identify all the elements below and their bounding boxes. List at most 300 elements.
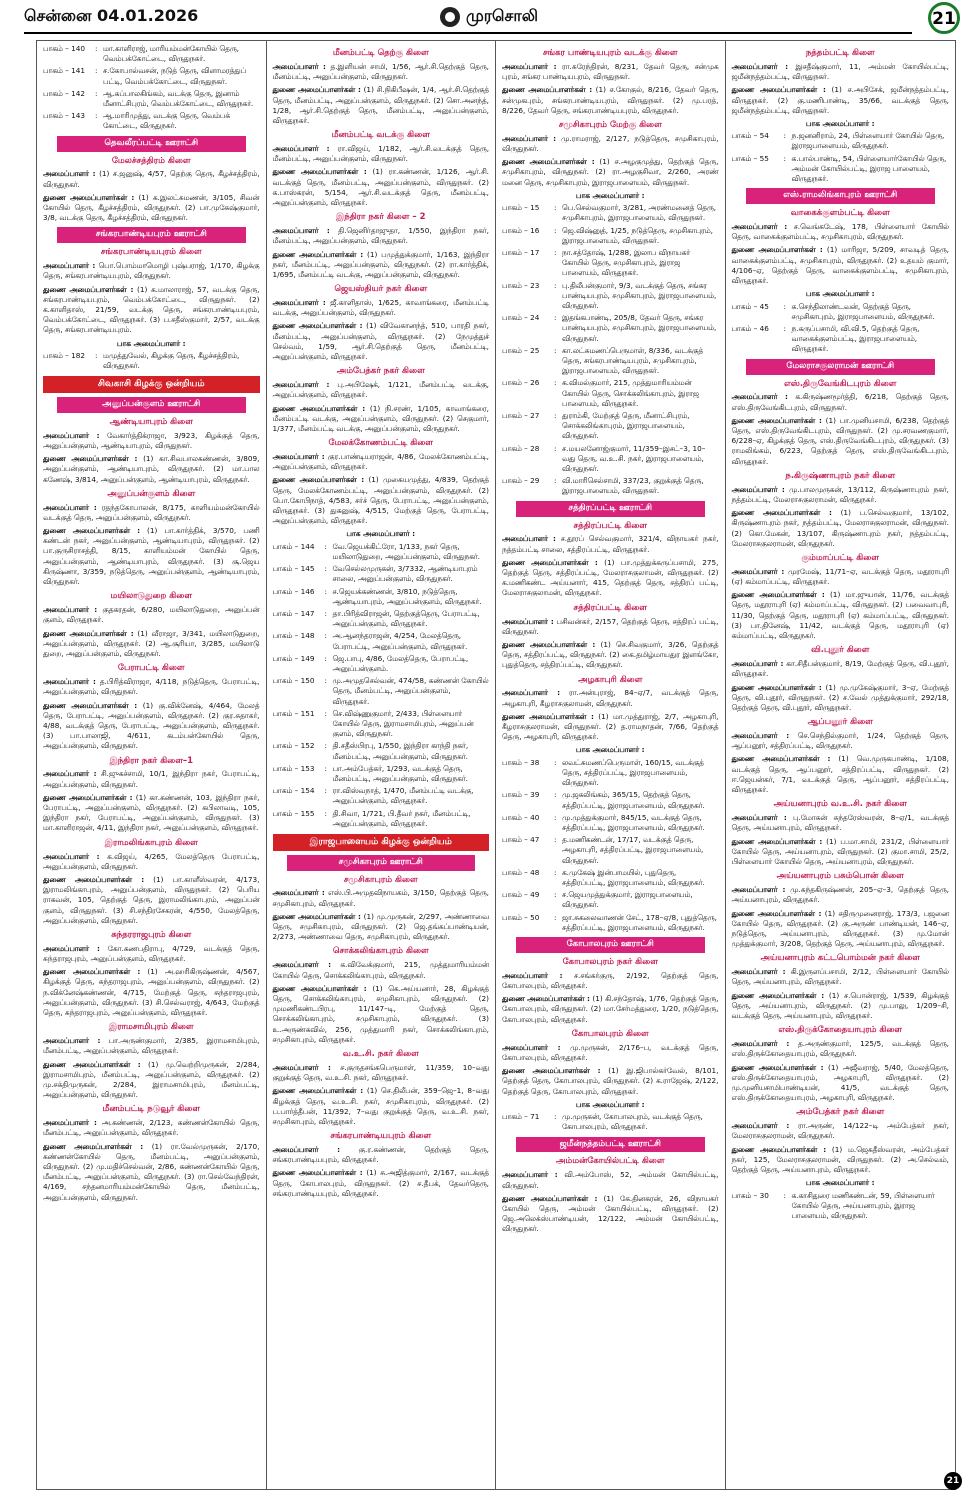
- booth-organiser-details: க.செந்திலாண்டவன், தெற்குத் தெரு, சமுசிகாபுரம், இராஜபாளையம், விருதுநகர்.: [791, 301, 935, 321]
- booth-number: பாகம் – 40: [502, 812, 540, 822]
- branch-heading: வாகைக்குளம்பட்டி கிளை: [790, 208, 890, 219]
- organiser-entry: [273, 298, 490, 318]
- organiser-role-label: துணை அமைப்பாளர்கள் :: [272, 1086, 364, 1096]
- organiser-entry: [732, 392, 950, 412]
- organiser-details: (1) வெ.முருகபாண்டி, 1/108, வடக்குத் தெரு, ஆப்பனூர், சத்திரப்பட்டி, விருதுநகர். (2) ஈ.ஜெயன்கர், 7/1, வடக்குத் தெரு, ஆப்பனூர், சத்திரப்பட்டி, விருதுநகர்.: [731, 754, 949, 795]
- organiser-entry: [732, 731, 950, 751]
- booth-number: பாகம் – 141: [43, 66, 85, 76]
- organiser-entry: [43, 701, 260, 752]
- booth-number: பாகம் – 145: [272, 564, 315, 574]
- organiser-role-label: அமைப்பாளர் :: [502, 133, 557, 143]
- branch-heading: கோபாலபுரம் கிளை: [571, 1028, 649, 1039]
- organiser-details: (1) மு.முகேஷ்குமார், 3–ஏ, மேற்குத் தெரு, வி.புதூர், விருதுநகர். (2) ச.வேல் முத்துக்குமார், 292/18, தெற்குத் தெரு, வி.புதூர், விருதுநகர்.: [731, 682, 949, 712]
- booth-number: பாகம் – 25: [502, 345, 540, 355]
- branch-heading: பேராபட்டி கிளை: [117, 663, 185, 674]
- branch-heading: அனுப்பன்குளம் கிளை: [107, 488, 196, 499]
- booth-number: பாகம் – 147: [272, 609, 315, 619]
- booth-row: [502, 813, 719, 833]
- organiser-details: செ.செந்தில்குமார், 1/24, தெற்குத் தெரு, ஆப்பனூர், சத்திரப்பட்டி, விருதுநகர்.: [731, 731, 949, 751]
- booth-row: [273, 809, 490, 829]
- booth-organiser-details: க.பால்பாண்டி, 54, பிள்ளையார்கோயில் தெரு, அம்மன் கோயில்பட்டி, இராஜ பாளையம், விருதுநகர்.: [791, 153, 947, 184]
- booth-row: [502, 890, 719, 910]
- separator-colon: :: [554, 280, 557, 290]
- organiser-details: (1) கா.கண்ணன், 103, இந்திரா நகர், பேராபட்டி, அனுப்பன்குளம், விருதுநகர். (2) கபிலாவடி, 105, இந்திரா நகர், பேராபட்டி, அனுப்பன்குளம், விருதுநகர். (3) மா.காளிராஜன், 4/11, இந்திரா நகர், அனுப்பன்குளம், விருதுநகர்.: [43, 792, 260, 833]
- booth-row: [502, 203, 719, 223]
- separator-colon: :: [554, 225, 557, 235]
- organiser-entry: [43, 967, 260, 1018]
- organiser-details: (1) ச.அழகுமுத்து, தெற்குத் தெரு, சமுசிகாபுரம், விருதுநகர். (2) ரா.அழகுசிவா, 2/260, அரண் மனை தெரு, சமுசிகாபுரம், இராஜபாளையம், விருதுநகர்.: [502, 157, 719, 187]
- organiser-entry: [502, 1066, 719, 1097]
- booth-number: பாகம் – 182: [43, 350, 85, 360]
- branch-heading: சங்கரபாண்டியபுரம் கிளை: [330, 1131, 432, 1142]
- organiser-details: (1) மு.வெற்றிமுருகன், 2/284, இராமசாமிபுரம், மீனம்பட்டி, அனுப்பன்குளம், விருதுநகர். (2) மு.சக்திமுருகன், 2/284, இராமசாமிபுரம், மீனம்பட்டி, அனுப்பன்குளம், விருதுநகர்.: [43, 1059, 260, 1100]
- organiser-details: (1) மா.ஜுயான், 11/76, வடக்குத் தெரு, மதூராபுரி (ஏ) கம்மாப்பட்டி, விருதுநகர். (2) பவைவாபுரி, 11/30, தெற்குத் தெரு, மதூராபுரி (ஏ) கம்மாப்பட்டி, விருதுநகர். (3) பா.தினேஷ், 11/42, வடக்குத் தெரு, மதூராபுரி (ஏ) கம்மாப்பட்டி, விருதுநகர்.: [731, 590, 949, 641]
- organiser-entry: [502, 994, 719, 1025]
- organiser-role-label: துணை அமைப்பாளர்கள் :: [731, 85, 826, 95]
- organiser-role-label: அமைப்பாளர் :: [502, 688, 561, 698]
- organiser-details: (1) சதிருமுனைராஜ், 173/3, பஜனை கோயில் தெரு, விருதுநகர். (2) கு.அருண் பாண்டியன், 146–ஏ, நடுத்தெரு, அய்யனாபுரம், விருதுநகர். (3) மு.மோன் முத்துக்குமார், 3/208, தெற்குத் தெரு, அய்யனாபுரம், விருதுநகர்.: [731, 908, 949, 949]
- organiser-details: (1) வீராஜா, 3/341, மயிலாடுதுறை, அனுப்பன்குளம், விருதுநகர். (2) ஆ.சூரியா, 3/285, மயிலாடு துறை, அனுப்பன்குளம், விருதுநகர்.: [43, 628, 260, 658]
- branch-heading: வ.உ.சி. நகர் கிளை: [342, 1049, 419, 1059]
- branch-heading: ஜெயஸ்தியர் நகர் கிளை: [334, 284, 428, 295]
- organiser-entry: [502, 1043, 719, 1063]
- organiser-details: (1) கு.விக்னேஷ், 4/464, மேலத் தெரு, பேராபட்டி, அனுப்பன்குளம், விருதுநகர். (2) குர.சுதாகர், 4/88, வடக்குத் தெரு, பேராபட்டி, அனுப்பன்குளம், விருதுநகர். (3) பா.பாலாஜி, 4/611, கடம்பன்கோயில் தெரு, அனுப்பன்குளம், விருதுநகர்.: [43, 700, 260, 751]
- organiser-entry: [502, 712, 719, 743]
- booth-organiser-details: மமுத்துவேல், கிழக்கு தெரு, கீழச்சத்திரம், விருதுநகர்.: [103, 350, 240, 371]
- separator-colon: :: [95, 44, 98, 53]
- organiser-role-label: துணை அமைப்பாளர்கள் :: [731, 245, 823, 255]
- article-columns: [36, 40, 956, 1490]
- booth-number: பாகம் – 30: [731, 1190, 769, 1200]
- branch-heading: கோபாலபுரம் நகர் கிளை: [562, 956, 658, 967]
- organiser-entry: [732, 1063, 950, 1104]
- organiser-role-label: அமைப்பாளர் :: [731, 61, 788, 71]
- organiser-details: க.விஜய், 4/265, மேலத்தெரு பேராபட்டி, அனுப்பன்குளம், விருதுநகர்.: [43, 851, 260, 871]
- organiser-role-label: துணை அமைப்பாளர்கள் :: [43, 628, 134, 638]
- organiser-details: பொ.பொம்மாமொழி புஷ்பராஜ், 1/170, கிழக்கு தெரு, சங்கரபாண்டியபுரம், விருதுநகர்.: [43, 261, 260, 281]
- booth-row: [273, 564, 490, 584]
- booth-row: [502, 248, 719, 279]
- separator-colon: :: [324, 808, 327, 818]
- booth-number: பாகம் – 153: [272, 763, 315, 773]
- organiser-entry: [732, 416, 950, 467]
- branch-heading: மீனம்பட்டி வடக்கு கிளை: [331, 130, 430, 141]
- footer-page-number: 21: [944, 1472, 962, 1490]
- booth-organiser-details: வேசெல்லமுருகன், 3/7332, ஆண்டியாபுரம் சாலை, அனுப்பன்குளம், விருதுநகர்.: [332, 564, 478, 584]
- booth-organiser-heading: பாக அமைப்பாளர் :: [575, 745, 645, 755]
- organiser-entry: [43, 1142, 260, 1203]
- organiser-role-label: அமைப்பாளர் :: [272, 452, 325, 462]
- organiser-role-label: துணை அமைப்பாளர்கள் :: [731, 908, 822, 918]
- organiser-role-label: அமைப்பாளர் :: [731, 392, 788, 402]
- panchayat-heading: கோபாலபுரம் ஊராட்சி: [516, 937, 705, 953]
- organiser-details: (1) பமுத்துக்குமார், 1/163, இந்திரா நகர், மீனம்பட்டி, அனுப்பன்குளம், விருதுநகர். (2) ரா.கார்த்திக், 1/695, மீனம்பட்டி வடக்கு, அனுப்பன்குளம், விருதுநகர்.: [272, 249, 489, 279]
- organiser-role-label: துணை அமைப்பாளர்கள் :: [272, 85, 361, 95]
- separator-colon: :: [324, 676, 327, 686]
- separator-colon: :: [95, 111, 98, 121]
- organiser-role-label: துணை அமைப்பாளர்கள் :: [272, 475, 365, 485]
- organiser-role-label: துணை அமைப்பாளர்கள் :: [43, 1059, 141, 1069]
- booth-row: [273, 542, 490, 562]
- booth-organiser-details: ச.மயலனோஜ்குமார், 11/359–இசட்–3, 10–வது தெரு, வ.உ.சி. நகர், இராஜபாளையம், விருதுநகர்.: [562, 443, 706, 474]
- organiser-entry: [732, 813, 950, 833]
- column-2: [267, 41, 497, 1489]
- organiser-entry: [502, 558, 719, 599]
- booth-row: [502, 444, 719, 475]
- organiser-role-label: அமைப்பாளர் :: [43, 677, 96, 687]
- organiser-role-label: அமைப்பாளர் :: [272, 960, 331, 970]
- organiser-details: கு.ர.கண்ணன், தெற்குத் தெரு, சங்கரபாண்டியபுரம், விருதுநகர்.: [272, 1145, 489, 1165]
- organiser-entry: [502, 971, 719, 991]
- organiser-role-label: துணை அமைப்பாளர்கள் :: [502, 557, 598, 567]
- separator-colon: :: [554, 203, 557, 213]
- booth-number: பாகம் – 38: [502, 757, 540, 767]
- organiser-role-label: அமைப்பாளர் :: [272, 61, 326, 71]
- separator-colon: :: [324, 763, 327, 773]
- organiser-role-label: துணை அமைப்பாளர்கள் :: [502, 639, 596, 649]
- branch-heading: அழகாபுரி கிளை: [578, 674, 643, 685]
- booth-organiser-heading: பாக அமைப்பாளர் :: [805, 118, 875, 128]
- organiser-details: ச.குருதசங்கபெருமாள், 11/359, 10–வது குறுக்குத் தெரு, வ.உ.சி. நகர், விருதுநகர்.: [272, 1062, 489, 1083]
- organiser-entry: [43, 169, 260, 189]
- branch-heading: ந.கிருஷ்ணாபுரம் நகர் கிளை: [785, 470, 896, 481]
- organiser-entry: [732, 245, 950, 286]
- organiser-entry: [273, 250, 490, 281]
- organiser-details: (1) அஜீவராஜ், 5/40, மேலத்தெரு, எஸ்.திருக்கோதையாபுரம், அழகாபுரி, விருதுநகர். (2) மு.முனியசாமிபாண்டியன், 41/5, வடக்குத் தெரு, எஸ்.திருக்கோதையாபுரம், அழகாபுரி, விருதுநகர்.: [731, 1062, 949, 1103]
- booth-row: [273, 741, 490, 761]
- organiser-entry: [732, 1039, 950, 1059]
- organiser-entry: [732, 1121, 950, 1141]
- organiser-entry: [43, 1060, 260, 1101]
- booth-row: [273, 676, 490, 707]
- booth-number: பாகம் – 152: [272, 741, 315, 751]
- organiser-entry: [502, 1170, 719, 1190]
- separator-colon: :: [783, 1190, 786, 1200]
- branch-heading: கும்மாப்பட்டி கிளை: [801, 552, 879, 563]
- organiser-role-label: துணை அமைப்பாளர்கள் :: [272, 403, 366, 413]
- booth-number: பாகம் – 54: [731, 131, 769, 141]
- organiser-entry: [43, 193, 260, 224]
- organiser-details: (1) ப.மா.சாமி, 231/2, பிள்ளையார் கோயில் தெரு, அய்யனாபுரம், விருதுநகர். (2) குமா.சாமி, 25/2, பிள்ளையார் கோயில் தெரு, அய்யனாபுரம், விருதுநகர்.: [731, 836, 949, 866]
- booth-row: [732, 302, 950, 322]
- organiser-details: (1) ம.ஜெகதீஸ்வரன், அம்பேத்கர் நகர், 125, மேலராசகுலராமன், விருதுநகர். (2) அ.செல்வம், தெற்குத் தெரு, அய்யனாபுரம், விருதுநகர்.: [731, 1144, 949, 1175]
- organiser-role-label: அமைப்பாளர் :: [731, 885, 786, 895]
- separator-colon: :: [554, 812, 557, 822]
- branch-heading: சமுசிகாபுரம் மேற்கு கிளை: [558, 119, 662, 130]
- booth-number: பாகம் – 146: [272, 586, 315, 596]
- booth-organiser-details: மா.காளிராஜ், மாரியம்மன்கோயில் தெரு, வெம்பக்கோட்டை, விருதுநகர்.: [103, 44, 239, 64]
- separator-colon: :: [324, 586, 327, 596]
- separator-colon: :: [554, 443, 557, 453]
- organiser-details: ச.வெங்கடேஷ், 178, பிள்ளையார் கோயில் தெரு, வாகைக்குளம்பட்டி, சமுசிகாபுரம், விருதுநகர்.: [731, 222, 949, 242]
- organiser-role-label: துணை அமைப்பாளர்கள் :: [43, 874, 145, 884]
- organiser-role-label: துணை அமைப்பாளர்கள் :: [43, 700, 138, 710]
- organiser-role-label: அமைப்பாளர் :: [272, 1062, 331, 1072]
- organiser-details: மு.சுந்தகிருஷ்ணன், 205–ஏ–3, தெற்குத் தெரு, அய்யனாபுரம், விருதுநகர்.: [731, 885, 949, 905]
- booth-row: [273, 609, 490, 629]
- booth-number: பாகம் – 48: [502, 867, 540, 877]
- branch-heading: சமுசிகாபுரம் கிளை: [343, 874, 418, 885]
- organiser-role-label: அமைப்பாளர் :: [272, 226, 330, 236]
- branch-heading: மயிலாடுதுறை கிளை: [110, 591, 192, 602]
- branch-heading: அம்பேத்கர் நகர் கிளை: [796, 1107, 885, 1118]
- separator-colon: :: [554, 247, 557, 257]
- organiser-details: மு.பாலமுருகன், 13/112, கிருஷ்ணாபுரம் நகர், நத்தம்பட்டி, மேலராசகுலராமன், விருதுநகர்.: [731, 484, 950, 504]
- organiser-details: (1) ரா.வேல்முருகன், 2/170, கண்ணன்கோயில் தெரு, மீனம்பட்டி, அனுப்பன்குளம், விருதுநகர். (2) மு.மதிச்செல்வன், 2/86, கண்ணன்கோயில் தெரு, மீனம்பட்டி, அனுப்பன்குளம், விருதுநகர். (3) ரா.செல்வேந்திரன், 4/169, சந்தனமாரியம்மன்கோயில் தெரு, மீனம்பட்டி, அனுப்பன்குளம், விருதுநகர்.: [43, 1141, 260, 1202]
- organiser-role-label: துணை அமைப்பாளர்கள் :: [502, 157, 595, 167]
- column-1: [37, 41, 267, 1489]
- organiser-entry: [273, 404, 490, 435]
- booth-row: [273, 764, 490, 784]
- organiser-entry: [43, 629, 260, 660]
- booth-organiser-details: ஆ.கப்பாலகிங்கம், வடக்கு தெரு, இனாம் மீனாட்சிபுரம், வெம்பக்கோட்டை, விருதுநகர்.: [103, 88, 254, 109]
- booth-organiser-details: ஆ.மாரிமுத்து, வடக்கு தெரு, வெம்பக் கோட்டை, விருதுநகர்.: [103, 111, 230, 131]
- organiser-entry: [273, 960, 490, 980]
- organiser-role-label: அமைப்பாளர் :: [43, 430, 100, 440]
- organiser-details: (1) கே.தினகரன், 26, விநாயகர் கோயில் தெரு, அம்மன் கோயில்பட்டி, விருதுநகர். (2) ஜெ.அலெக்ஸ்பாண்டியன், 12/122, அம்மன் கோயில்பட்டி, விருதுநகர்.: [502, 1193, 719, 1234]
- organiser-details: (1) செ.திலீபன், 359–ஜெ–1, 8–வது கிழக்குத் தெரு, வ.உ.சி. நகர், சமுசிகாபுரம், விருதுநகர். (2) ப.பார்த்தீபன், 11/392, 7–வது குறுக்குத் தெரு, வ.உ.சி. நகர், சமுசிகாபுரம், விருதுநகர்.: [272, 1086, 489, 1126]
- booth-organiser-details: ச.ஜெயமுத்துக்குமார், இராஜபாளையம், விருதுநகர்.: [562, 890, 693, 910]
- organiser-details: (1) ச.ஜனுஷ், 4/57, தெற்கு தெரு, கீழச்சத்திரம், விருதுநகர்.: [43, 169, 260, 189]
- organiser-details: (1) பா.காளீஸ்வரன், 4/173, இராமலிங்காபுரம், அனுப்பன்குளம், விருதுநகர். (2) பெரிய ராகவன், 105, தெற்குத் தெரு, இராமலிங்காபுரம், அனுப்பன் குளம், விருதுநகர். (3) சி.சந்திரசேகரன், 4/550, மேலத்தெரு, அனுப்பன்குளம், விருதுநகர்.: [43, 874, 260, 925]
- organiser-role-label: துணை அமைப்பாளர்கள் :: [731, 990, 825, 1000]
- booth-organiser-details: தி.சிவா, 1/721, பி.தீவர் நகர், மீனம்பட்டி, அனுப்பன்குளம், விருதுநகர்.: [332, 808, 471, 828]
- city-date: சென்னை 04.01.2026: [24, 6, 199, 25]
- booth-row: [273, 654, 490, 674]
- branch-heading: அம்பேத்கர் நகர் கிளை: [336, 366, 425, 377]
- booth-organiser-details: த.மணிகண்டன், 17/17, வடக்குத் தெரு, அழகாபுரி, சத்திரப்பட்டி, இராஜபாளையம், விருதுநகர்.: [562, 835, 704, 865]
- panchayat-heading: அனுப்பன்குளம் ஊராட்சி: [57, 397, 246, 413]
- organiser-role-label: அமைப்பாளர் :: [43, 943, 100, 953]
- union-heading: சிவகாசி கிழக்கு ஒன்றியம்: [43, 376, 260, 393]
- organiser-role-label: துணை அமைப்பாளர்கள் :: [272, 983, 367, 993]
- organiser-entry: [732, 991, 950, 1022]
- separator-colon: :: [324, 653, 327, 663]
- booth-organiser-details: ந.கருப்பசாமி, வி.வி.5, தெற்குத் தெரு, வாகைக்குளம்பட்டி, இராஜபாளையம், விருதுநகர்.: [791, 324, 920, 354]
- organiser-details: வி.அம்போஸ், 52, அம்மன் கோயில்பட்டி, விருதுநகர்.: [502, 1170, 719, 1190]
- booth-organiser-heading: பாக அமைப்பாளர் :: [805, 1178, 875, 1188]
- organiser-details: (1) க.மாலாராஜ், 57, வடக்கு தெரு, சங்கரபாண்டியபுரம், வெம்பக்கோட்டை, விருதுநகர். (2) க.காளிதாஸ், 21/59, வடக்கு தெரு, சங்கரபாண்டியபுரம், வெம்பக்கோட்டை, விருதுநகர். (3) ப.சதீஸ்குமார், 2/57, வடக்கு தெரு, சங்கரபாண்டியபுரம்.: [43, 284, 260, 335]
- branch-heading: வி.புதூர் கிளை: [811, 645, 870, 656]
- organiser-role-label: அமைப்பாளர் :: [502, 534, 556, 544]
- booth-organiser-details: பு.திலீபன்குமார், 9/3, வடக்குத் தெரு, சங்கர பாண்டியபுரம், சமுசிகாபுரம், இராஜபாளையம், விருதுநகர்.: [562, 280, 717, 310]
- booth-row: [502, 313, 719, 344]
- organiser-details: மு.ராமராஜ், 2/127, நடுத்தெரு, சமுசிகாபுரம், விருதுநகர்.: [502, 133, 719, 153]
- booth-row: [732, 154, 950, 185]
- booth-number: பாகம் – 140: [43, 44, 85, 53]
- booth-number: பாகம் – 149: [272, 653, 315, 663]
- organiser-role-label: அமைப்பாளர் :: [43, 502, 97, 512]
- booth-organiser-details: தி.சதீஸ்பிரபு, 1/550, இந்திரா காந்தி நகர், மீனம்பட்டி, அனுப்பன்குளம், விருதுநகர்.: [332, 741, 469, 761]
- organiser-role-label: துணை அமைப்பாளர்கள் :: [502, 711, 594, 721]
- organiser-entry: [43, 285, 260, 336]
- separator-colon: :: [554, 476, 557, 486]
- branch-heading: ஆப்பனூர் கிளை: [807, 717, 873, 728]
- separator-colon: :: [554, 1112, 557, 1122]
- booth-number: பாகம் – 155: [272, 808, 315, 818]
- booth-row: [502, 411, 719, 442]
- organiser-role-label: துணை அமைப்பாளர்கள் :: [731, 590, 825, 600]
- booth-organiser-heading: பாக அமைப்பாளர் :: [116, 338, 186, 348]
- branch-heading: அய்யனாபுரம் கட்டபொம்மன் நகர் கிளை: [760, 953, 920, 964]
- organiser-details: (1) ச.கோகுல், 8/216, தேவர் தெரு, சன்முகபுரம், சங்கரபாண்டியபுரம், விருதுநகர். (2) மு.பரத், 8/226, தேவர் தெரு, சங்கரபாண்டியபுரம், விருதுநகர்.: [502, 85, 719, 115]
- organiser-role-label: துணை அமைப்பாளர்கள் :: [272, 321, 363, 331]
- panchayat-heading: மேலராசகுலராமன் ஊராட்சி: [746, 359, 936, 375]
- organiser-entry: [273, 1145, 490, 1165]
- organiser-entry: [273, 1168, 490, 1199]
- page-number-badge: 21: [928, 2, 960, 34]
- organiser-details: அ.கண்ணன், 2/123, கண்ணன்கோயில் தெரு, மீனம்பட்டி, அனுப்பன்குளம், விருதுநகர்.: [43, 1118, 260, 1138]
- booth-number: பாகம் – 29: [502, 476, 540, 486]
- organiser-role-label: துணை அமைப்பாளர்கள் :: [272, 167, 367, 177]
- booth-organiser-details: நா.சத்தோஷ், 1/288, இலாப விநாயகர் கோயில் தெரு, சமுசிகாபுரம், இராஜ பாளையம், விருதுநகர்.: [562, 247, 691, 278]
- booth-number: பாகம் – 27: [502, 411, 540, 421]
- organiser-role-label: அமைப்பாளர் :: [502, 1170, 558, 1180]
- branch-heading: எஸ்.திருக்கோதையாபுரம் கிளை: [778, 1025, 903, 1036]
- organiser-details: (1) மு.முருகன், 2/297, அண்ணாவை தெரு, சமுசிகாபுரம், விருதுநகர். (2) ஜெ.தங்கப்பாண்டியன், 2/273, அண்ணாவை தெரு, சமுசிகாபுரம், விருதுநகர்.: [272, 911, 489, 942]
- booth-number: பாகம் – 71: [502, 1112, 540, 1122]
- booth-organiser-details: ச.கோபால்வசன், நடுத் தெரு, விளாமரத்துப் பட்டி, வெம்பக்கோட்டை, விருதுநகர்.: [103, 66, 247, 86]
- branch-heading: அய்யனாபுரம் வ.உ.சி. நகர் கிளை: [773, 799, 907, 810]
- organiser-details: முரமேஷ், 11/71–ஏ, வடக்குத் தெரு, மதூராபுரி (ஏ) கம்மாப்பட்டி, விருதுநகர்.: [731, 566, 949, 587]
- organiser-details: ரா.அருண், 14/122–டி அம்பேத்கர் நகர், மேலராசகுலராமன், விருதுநகர்.: [731, 1121, 949, 1141]
- booth-organiser-details: கா.லட்சுமணப்பெருமாள், 8/336, வடக்குத் தெரு, சங்கரபாண்டியபுரம், சமுசிகாபுரம், இராஜபாளையம், விருதுநகர்.: [562, 345, 704, 376]
- booth-organiser-details: மு.ஜகலிங்கம், 365/15, தெற்குத் தெரு, சத்திரப்பட்டி, இராஜபாளையம், விருதுநகர்.: [562, 790, 705, 810]
- organiser-details: க.கிருஷ்ணமூர்த்தி, 6/218, தெற்குத் தெரு, எஸ்.திருவேங்கிடபுரம், விருதுநகர்.: [731, 392, 950, 412]
- booth-row: [43, 44, 260, 64]
- organiser-role-label: துணை அமைப்பாளர்கள் :: [43, 1141, 144, 1151]
- booth-row: [502, 758, 719, 789]
- booth-organiser-details: தா.பிரித்விராஜன், தெற்குத்தெரு, பேராபட்டி, அனுப்பன்குளம், விருதுநகர்.: [332, 609, 480, 629]
- separator-colon: :: [554, 867, 557, 877]
- organiser-details: (1) கெ.அய்யனார், 28, கிழக்குத் தெரு, சொக்கலிங்காபுரம், சமுசிகாபுரம், விருதுநகர். (2) முமணிகண்டபிரபு, 11/147–டி, மேற்குத் தெரு, சொக்கலிங்காபுரம், சமுசிகாபுரம், விருதுநகர். (3) உ.அருண்கவில், 256, முத்துமாரி நகர், சொக்கலிங்காபுரம், சமுசிகாபுரம், விருதுநகர்.: [272, 983, 489, 1044]
- booth-number: பாகம் – 23: [502, 280, 540, 290]
- branch-heading: நத்தம்பட்டி கிளை: [805, 48, 875, 58]
- organiser-details: (1) அ.ஹரிகிருஷ்ணன், 4/567, கிழக்குத் தெரு, சுந்தராஜபுரம், அனுப்பன்குளம், விருதுநகர். (2) ந.விக்னேஷ்கண்ணன், 4/715, மேற்குத் தெரு, சுந்தராஜபுரம், அனுப்பன்குளம், விருதுநகர். (3) சி.செல்வராஜ், 4/643, மேற்குத் தெரு, சுந்தராஜபுரம், அனுப்பன்குளம், விருதுநகர்.: [43, 967, 260, 1018]
- organiser-entry: [43, 526, 260, 587]
- booth-organiser-heading: பாக அமைப்பாளர் :: [346, 529, 416, 539]
- separator-colon: :: [783, 131, 786, 141]
- booth-row: [43, 351, 260, 371]
- organiser-details: த.பிரித்விராஜா, 4/118, நடுத்தெரு, பேராபட்டி, அனுப்பன்குளம், விருதுநகர்.: [43, 677, 260, 697]
- separator-colon: :: [783, 301, 786, 311]
- branch-heading: சத்திரப்பட்டி கிளை: [573, 520, 647, 531]
- booth-number: பாகம் – 148: [272, 631, 315, 641]
- organiser-entry: [43, 605, 260, 625]
- booth-number: பாகம் – 15: [502, 203, 540, 213]
- organiser-role-label: துணை அமைப்பாளர்கள் :: [502, 1193, 598, 1203]
- organiser-role-label: துணை அமைப்பாளர்கள் :: [43, 792, 133, 802]
- organiser-entry: [273, 888, 490, 908]
- organiser-entry: [732, 1145, 950, 1176]
- organiser-details: பு.மோகன் சுந்தரேஸ்வரன், 8–ஏ/1, வடக்குத் தெரு, அய்யனாபுரம், விருதுநகர்.: [731, 813, 949, 833]
- organiser-entry: [273, 452, 490, 472]
- organiser-role-label: அமைப்பாளர் :: [502, 970, 563, 980]
- organiser-role-label: துணை அமைப்பாளர்கள் :: [502, 85, 593, 95]
- separator-colon: :: [783, 324, 786, 334]
- organiser-entry: [502, 157, 719, 188]
- separator-colon: :: [554, 345, 557, 355]
- booth-number: பாகம் – 50: [502, 912, 540, 922]
- booth-organiser-details: ஜா.சுகலைவாணன் சேட், 178–ஏ/8, புதுத்தெரு, சத்திரப்பட்டி, இராஜபாளையம், விருதுநகர்.: [562, 912, 717, 932]
- separator-colon: :: [324, 631, 327, 641]
- organiser-details: கா.சிதீபன்குமார், 8/19, மேற்குத் தெரு, வி.புதூர், விருதுநகர்.: [731, 659, 949, 679]
- booth-row: [273, 587, 490, 607]
- organiser-details: எஸ்.பி.அமுதவிநாயகம், 3/150, தெற்குத் தெரு, சமுசிகாபுரம், விருதுநகர்.: [272, 888, 489, 908]
- separator-colon: :: [783, 153, 786, 163]
- column-3: [496, 41, 726, 1489]
- branch-heading: மீனம்பட்டி தெற்கு கிளை: [332, 48, 429, 58]
- organiser-role-label: அமைப்பாளர் :: [731, 813, 787, 823]
- booth-row: [43, 66, 260, 86]
- organiser-details: ரா.சுரேந்திரன், 8/231, தேவர் தெரு, சன்முக புரம், சங்கர பாண்டியபுரம், விருதுநகர்.: [502, 61, 719, 82]
- organiser-entry: [732, 837, 950, 868]
- separator-colon: :: [324, 708, 327, 718]
- branch-heading: சங்கர பாண்டியபுரம் வடக்கு கிளை: [542, 48, 678, 58]
- organiser-entry: [732, 754, 950, 795]
- booth-organiser-details: ச.ஜெயக்கண்ணன், 3/810, நடுத்தெரு, ஆண்டியாபுரம், அனுப்பன்குளம், விருதுநகர்.: [332, 586, 482, 606]
- booth-row: [502, 790, 719, 810]
- organiser-details: பு.அபிஷேக், 1/121, மீனம்பட்டி வடக்கு, அனுப்பன்குளம், விருதுநகர்.: [272, 380, 490, 400]
- branch-heading: ஆண்டியாபுரம் கிளை: [109, 416, 193, 427]
- organiser-entry: [502, 617, 719, 637]
- booth-row: [732, 1191, 950, 1222]
- organiser-entry: [273, 321, 490, 362]
- organiser-role-label: அமைப்பாளர் :: [272, 1145, 341, 1154]
- organiser-role-label: துணை அமைப்பாளர்கள் :: [731, 508, 832, 518]
- branch-heading: மேலச்சத்திரம் கிளை: [111, 155, 191, 166]
- organiser-details: (1) பா.முத்துக்கருப்பசாமி, 275, தெற்குத் தெரு, சத்திரப்பட்டி, மேலராசகுலாமன், விருதுநகர். (2) க.மணிகண்ட அய்யனார், 415, தெற்குத் தெரு, சத்திரப் பட்டி, மேலராசகுலாமன், விருதுநகர்.: [502, 557, 719, 598]
- separator-colon: :: [324, 541, 327, 551]
- organiser-entry: [43, 1118, 260, 1138]
- organiser-entry: [732, 485, 950, 505]
- organiser-entry: [732, 222, 950, 242]
- organiser-details: (1) சு.அஜித்குமார், 2/167, வடக்குத் தெரு, கோபாலபுரம், விருதுநகர். (2) ச.தீபக், தேவர்தெரு, சங்கரபாண்டியபுரம், விருதுநகர்.: [272, 1168, 489, 1198]
- organiser-details: ஜீ.காளிதாஸ், 1/625, காவாங்கரை, மீனம்பட்டி வடக்கு, அனுப்பன்குளம், விருதுநகர்.: [272, 298, 489, 318]
- organiser-role-label: துணை அமைப்பாளர்கள் :: [731, 836, 823, 846]
- organiser-details: ரா.அன்புராஜ், 84–ஏ/7, வடக்குத் தெரு, அழகாபுரி, கீழராசகுலாமன், விருதுநகர்.: [502, 688, 719, 708]
- organiser-details: ரதந்தகோபாலன், 8/175, காளியம்மன்கோயில் வடக்குத் தெரு, அனுப்பன்குளம், விருதுநகர்.: [43, 502, 260, 522]
- booth-number: பாகம் – 16: [502, 225, 540, 235]
- organiser-role-label: துணை அமைப்பாளர்கள் :: [272, 249, 364, 259]
- booth-row: [732, 324, 950, 355]
- branch-heading: அம்மன்கோயில்பட்டி கிளை: [555, 1156, 665, 1167]
- organiser-role-label: துணை அமைப்பாளர்கள் :: [43, 284, 134, 294]
- organiser-details: த.அருண்குமார், 125/5, வடக்குத் தெரு, எஸ்.திருக்கோதையாபுரம், விருதுநகர்.: [731, 1039, 949, 1059]
- booth-number: பாகம் – 26: [502, 378, 540, 388]
- organiser-role-label: துணை அமைப்பாளர்கள் :: [43, 526, 141, 536]
- paper-name: முரசொலி: [466, 6, 538, 25]
- organiser-role-label: அமைப்பாளர் :: [731, 566, 785, 576]
- separator-colon: :: [554, 835, 557, 845]
- organiser-entry: [43, 852, 260, 872]
- organiser-details: கோ.கணபதிராபு, 4/729, வடக்குத் தெரு, சுந்தராஜபுரம், அனுப்பன்குளம், விருதுநகர்.: [43, 943, 260, 964]
- column-4: [726, 41, 956, 1489]
- booth-number: பாகம் – 17: [502, 247, 540, 257]
- organiser-role-label: துணை அமைப்பாளர்கள் :: [502, 1066, 601, 1076]
- organiser-entry: [43, 875, 260, 926]
- organiser-details: மு.முருகன், 2/176–ப, வடக்குத் தெரு, கோபாலபுரம், விருதுநகர்.: [502, 1042, 719, 1062]
- organiser-details: பசிவன்கர், 2/157, தெற்குத் தெரு, சத்திரப் பட்டி, விருதுநகர்.: [502, 616, 719, 636]
- booth-row: [43, 111, 260, 131]
- organiser-entry: [732, 885, 950, 905]
- booth-organiser-details: அ.ஆனந்தராஜன், 4/254, மேலத்தெரு, பேராபட்டி, அனுப்பன்குளம், விருதுநகர்.: [332, 631, 468, 651]
- booth-number: பாகம் – 154: [272, 786, 315, 796]
- panchayat-heading: சமுசிகாபுரம் ஊராட்சி: [287, 855, 476, 871]
- organiser-role-label: அமைப்பாளர் :: [731, 967, 786, 977]
- booth-organiser-heading: பாக அமைப்பாளர் :: [805, 289, 875, 299]
- organiser-entry: [43, 944, 260, 964]
